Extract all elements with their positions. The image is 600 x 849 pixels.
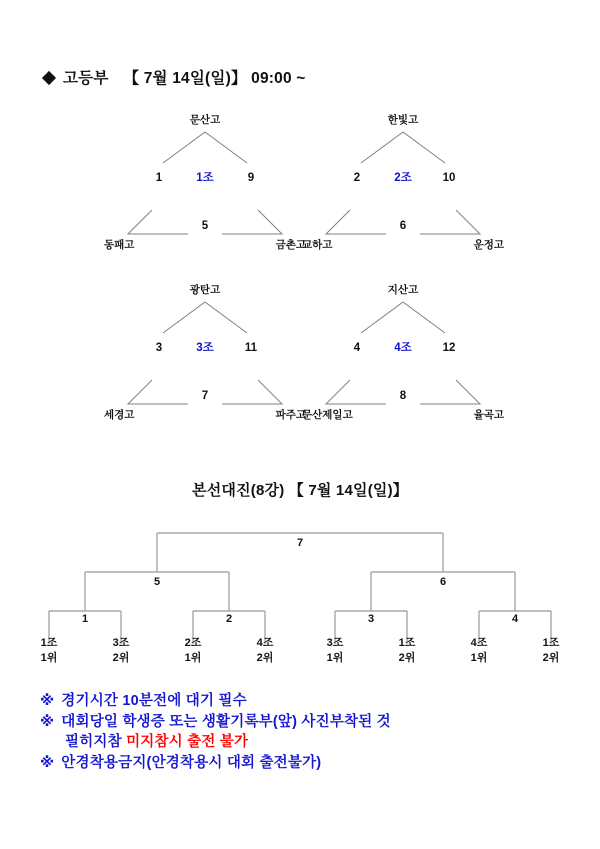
slot-rank-label: 2위	[542, 651, 560, 664]
diamond-bullet-icon	[42, 71, 56, 85]
slot-rank-label: 2위	[112, 651, 130, 664]
bracket-slot	[19, 636, 79, 665]
final-match-number: 7	[296, 537, 304, 549]
group-match-number: 7	[201, 390, 209, 402]
note-line-1	[40, 691, 391, 712]
group-match-number: 5	[201, 220, 209, 232]
group-mid-row	[310, 339, 496, 355]
semifinal-match-number-2: 6	[439, 576, 447, 588]
bracket-slot	[377, 636, 437, 665]
note-text-2: 대회당일 학생증 또는 생활기록부(앞) 사진부착된 것	[61, 713, 391, 730]
group-seed-right: 10	[442, 172, 456, 184]
slot-rank-label: 1위	[326, 651, 344, 664]
quarterfinal-match-number-2: 2	[225, 613, 233, 625]
group-bottom-right-school: 운정고	[473, 239, 504, 251]
bracket-slot	[521, 636, 581, 665]
slot-group-label: 4조	[256, 637, 274, 649]
note-mark-icon: ※	[40, 693, 55, 709]
group-bottom-right-school: 율곡고	[473, 409, 504, 421]
group-bottom-left-school: 동패고	[104, 239, 135, 251]
slot-rank-label: 1위	[184, 651, 202, 664]
page-title: 고등부	[63, 70, 109, 87]
group-top-school: 지산고	[387, 284, 419, 296]
group-bottom-row	[302, 407, 504, 422]
group-top-school: 광탄고	[189, 284, 221, 296]
group-mid-row	[310, 169, 496, 185]
group-bottom-row	[104, 407, 306, 422]
group-bottom-row	[104, 237, 306, 252]
group-bracket-1	[104, 112, 306, 272]
slot-group-label: 1조	[398, 637, 416, 649]
group-bracket-2	[302, 112, 504, 272]
group-seed-left: 4	[353, 342, 361, 354]
group-bottom-left-school: 교하고	[302, 239, 333, 251]
note-mark-icon: ※	[40, 754, 55, 771]
group-bracket-4	[302, 282, 504, 442]
bracket-slot	[91, 636, 151, 665]
note-line-3	[40, 753, 391, 774]
slot-rank-label: 1위	[470, 651, 488, 664]
group-bottom-left-school: 세경고	[104, 409, 135, 421]
quarterfinal-match-number-4: 4	[511, 613, 519, 625]
note-text-2-prefix: 필히지참	[65, 734, 122, 750]
slot-group-label: 3조	[326, 637, 344, 649]
group-bracket-3	[104, 282, 306, 442]
group-seed-left: 2	[353, 172, 361, 184]
group-bottom-row	[302, 237, 504, 252]
group-name-label: 3조	[196, 342, 214, 354]
group-seed-left: 1	[155, 172, 163, 184]
group-name-label: 4조	[394, 342, 412, 354]
slot-group-label: 1조	[40, 637, 58, 649]
group-match-number: 8	[399, 390, 407, 402]
group-bottom-left-school: 문산제일고	[302, 409, 353, 421]
note-text-3: 안경착용금지(안경착용시 대회 출전불가)	[61, 754, 322, 771]
slot-rank-label: 2위	[256, 651, 274, 664]
bracket-slot	[163, 636, 223, 665]
note-text-1: 경기시간 10분전에 대기 필수	[61, 693, 247, 709]
main-bracket-title: 본선대진(8강) 【 7월 14일(일)】	[192, 482, 408, 499]
semifinal-match-number-1: 5	[153, 576, 161, 588]
group-bottom-right-school: 파주고	[275, 409, 306, 421]
note-warning-text: 미지참시 출전 불가	[126, 734, 249, 750]
group-mid-row	[112, 169, 298, 185]
note-line-2-continued	[40, 732, 391, 753]
group-seed-right: 12	[442, 342, 456, 354]
page-schedule: 【 7월 14일(일)】 09:00 ~	[123, 70, 306, 87]
slot-group-label: 1조	[542, 637, 560, 649]
group-name-label: 1조	[196, 172, 214, 184]
page-header	[44, 66, 306, 88]
slot-rank-label: 1위	[40, 651, 58, 664]
note-mark-icon: ※	[40, 713, 55, 730]
slot-rank-label: 2위	[398, 651, 416, 664]
group-peak-lines	[358, 299, 448, 335]
group-mid-row	[112, 339, 298, 355]
quarterfinal-match-number-3: 3	[367, 613, 375, 625]
footer-notes	[40, 691, 391, 773]
slot-group-label: 4조	[470, 637, 488, 649]
slot-group-label: 2조	[184, 637, 202, 649]
bracket-slot-row	[0, 636, 600, 676]
group-peak-lines	[160, 129, 250, 165]
quarterfinal-match-number-1: 1	[81, 613, 89, 625]
group-peak-lines	[160, 299, 250, 335]
bracket-slot	[449, 636, 509, 665]
group-match-number: 6	[399, 220, 407, 232]
group-top-school: 한빛고	[387, 114, 419, 126]
group-seed-left: 3	[155, 342, 163, 354]
group-seed-right: 9	[247, 172, 255, 184]
bracket-slot	[235, 636, 295, 665]
slot-group-label: 3조	[112, 637, 130, 649]
group-top-school: 문산고	[189, 114, 221, 126]
bracket-slot	[305, 636, 365, 665]
note-line-2	[40, 712, 391, 733]
group-peak-lines	[358, 129, 448, 165]
group-seed-right: 11	[244, 342, 258, 354]
group-bottom-right-school: 금촌고	[275, 239, 306, 251]
group-name-label: 2조	[394, 172, 412, 184]
